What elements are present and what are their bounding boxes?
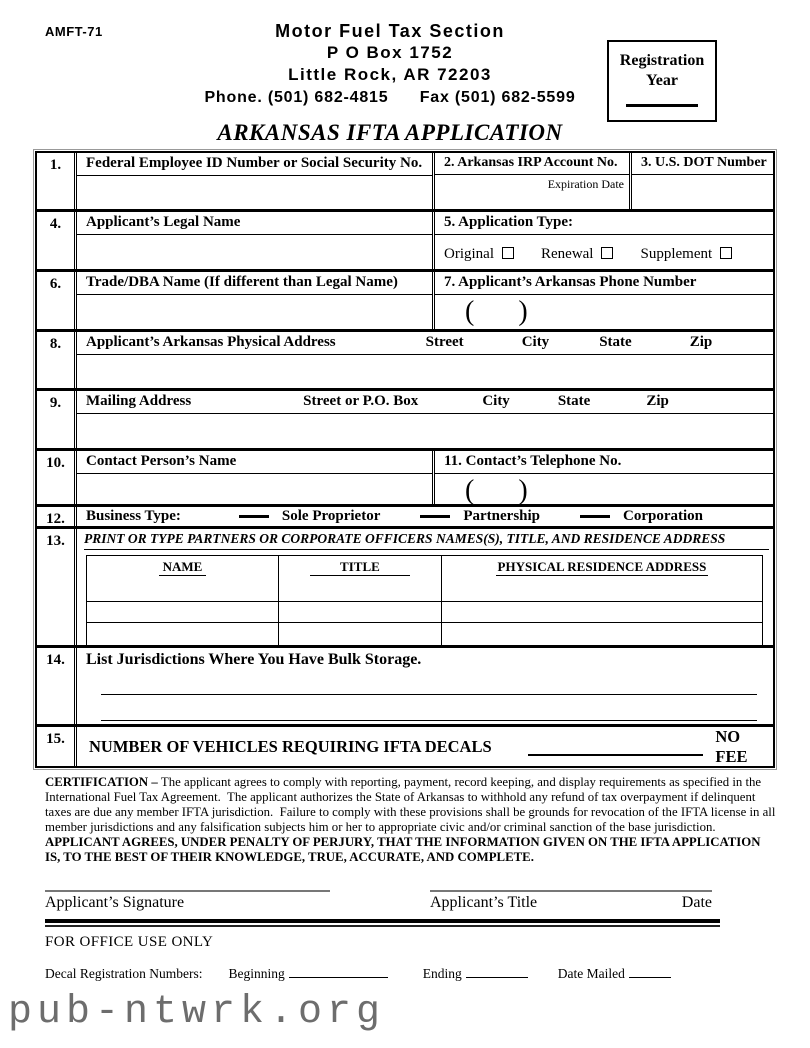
item-number-13: 13. bbox=[37, 529, 77, 645]
applicant-title-label: Applicant’s Title bbox=[430, 893, 538, 911]
paren-close: ) bbox=[518, 296, 528, 327]
ending-label: Ending bbox=[422, 965, 462, 981]
row-federal-id bbox=[37, 153, 773, 209]
option-corporation[interactable] bbox=[580, 508, 703, 525]
row-contact-person bbox=[37, 448, 773, 504]
decal-registration-row bbox=[45, 964, 765, 982]
business-type-options bbox=[77, 507, 773, 526]
applicant-title-date-line[interactable] bbox=[430, 890, 712, 892]
zip-column-label: Zip bbox=[689, 334, 713, 350]
officer-title-field[interactable] bbox=[278, 602, 441, 623]
officers-title-header-cell bbox=[278, 556, 441, 602]
certification-heading: CERTIFICATION – bbox=[45, 775, 161, 789]
option-partnership[interactable] bbox=[420, 508, 540, 525]
option-supplement-label: Supplement bbox=[640, 246, 713, 262]
item-number-15: 15. bbox=[37, 727, 77, 766]
registration-year-blank[interactable] bbox=[626, 104, 698, 107]
option-renewal bbox=[541, 246, 613, 263]
corporation-label: Corporation bbox=[623, 508, 704, 524]
checkbox-renewal[interactable] bbox=[601, 247, 613, 259]
sole-proprietor-label: Sole Proprietor bbox=[281, 508, 381, 524]
irp-account-label: 2. Arkansas IRP Account No. bbox=[435, 153, 629, 175]
form-number: AMFT-71 bbox=[45, 24, 103, 39]
officers-address-header-cell bbox=[441, 556, 762, 602]
ending-field[interactable] bbox=[466, 964, 528, 978]
paren-open: ( bbox=[465, 475, 475, 506]
page-title: ARKANSAS IFTA APPLICATION bbox=[217, 120, 563, 145]
officer-title-field[interactable] bbox=[278, 623, 441, 647]
legal-name-field[interactable] bbox=[77, 235, 432, 269]
trade-name-field[interactable] bbox=[77, 295, 432, 329]
section-divider-rule bbox=[45, 919, 720, 927]
legal-name-label: Applicant’s Legal Name bbox=[77, 212, 432, 235]
applicant-signature-line[interactable] bbox=[45, 890, 330, 892]
agency-city-state: Little Rock, AR 72203 bbox=[288, 65, 492, 84]
bulk-storage-label: List Jurisdictions Where You Have Bulk Storage. bbox=[86, 651, 422, 668]
expiration-date-label: Expiration Date bbox=[547, 177, 624, 191]
paren-close: ) bbox=[518, 475, 528, 506]
physical-address-field[interactable] bbox=[77, 355, 773, 388]
arkansas-phone-label: 7. Applicant’s Arkansas Phone Number bbox=[435, 272, 773, 295]
state-column-label: State bbox=[599, 334, 632, 350]
row-business-type bbox=[37, 504, 773, 526]
officers-table bbox=[86, 555, 763, 647]
agency-fax: Fax (501) 682-5599 bbox=[419, 89, 576, 106]
application-type-label: 5. Application Type: bbox=[435, 212, 773, 235]
officers-row-2 bbox=[87, 623, 763, 647]
item-number-1: 1. bbox=[37, 153, 77, 209]
date-label: Date bbox=[681, 893, 712, 911]
item-number-4: 4. bbox=[37, 212, 77, 269]
business-type-label: Business Type: bbox=[86, 508, 181, 524]
page-header bbox=[0, 0, 810, 120]
mailing-address-field[interactable] bbox=[77, 414, 773, 448]
city-column-label: City bbox=[521, 334, 550, 350]
row-mailing-address bbox=[37, 388, 773, 448]
federal-id-label: Federal Employee ID Number or Social Security No. bbox=[77, 153, 432, 176]
officers-row-1 bbox=[87, 602, 763, 623]
bulk-storage-line-2[interactable] bbox=[101, 695, 757, 721]
office-use-section bbox=[45, 934, 765, 982]
usdot-number-field[interactable] bbox=[632, 175, 773, 209]
name-column-header: NAME bbox=[159, 559, 207, 576]
bulk-storage-line-1[interactable] bbox=[101, 669, 757, 695]
vehicle-count-label: NUMBER OF VEHICLES REQUIRING IFTA DECALS bbox=[89, 736, 492, 756]
row-physical-address bbox=[37, 329, 773, 388]
row-trade-name bbox=[37, 269, 773, 329]
application-type-options bbox=[435, 246, 773, 269]
row-bulk-storage bbox=[37, 645, 773, 724]
officers-name-header-cell bbox=[87, 556, 279, 602]
option-sole-proprietor[interactable] bbox=[239, 508, 380, 525]
row-officers bbox=[37, 526, 773, 645]
signature-section bbox=[45, 890, 775, 912]
contact-phone-field[interactable] bbox=[435, 474, 773, 506]
application-form-table bbox=[35, 151, 775, 768]
officer-name-field[interactable] bbox=[87, 623, 279, 647]
option-renewal-label: Renewal bbox=[541, 246, 594, 262]
mailing-address-label: Mailing Address bbox=[86, 393, 192, 409]
item-number-10: 10. bbox=[37, 451, 77, 504]
state-column-label: State bbox=[557, 393, 591, 409]
title-column-header: TITLE bbox=[310, 559, 410, 576]
vehicle-count-field[interactable] bbox=[528, 738, 704, 756]
street-column-label: Street bbox=[425, 334, 464, 350]
row-vehicle-count bbox=[37, 724, 773, 766]
partnership-label: Partnership bbox=[463, 508, 541, 524]
usdot-number-label: 3. U.S. DOT Number bbox=[632, 153, 773, 175]
item-number-12: 12. bbox=[37, 507, 77, 526]
dash-marker bbox=[239, 515, 269, 518]
option-original bbox=[444, 246, 514, 263]
contact-phone-label: 11. Contact’s Telephone No. bbox=[435, 451, 773, 474]
registration-year-box bbox=[607, 40, 717, 122]
option-supplement bbox=[640, 246, 732, 263]
checkbox-original[interactable] bbox=[502, 247, 514, 259]
certification-emphasis: APPLICANT AGREES, UNDER PENALTY OF PERJURY, THAT THE INFORMATION GIVEN ON THE IFTA APPLICATION IS, TO THE BEST OF THEIR KNOWLEDGE, TRUE, ACCURATE, AND COMPLETE. bbox=[45, 835, 761, 865]
registration-year-label-2: Year bbox=[646, 72, 678, 89]
agency-name: Motor Fuel Tax Section bbox=[275, 21, 505, 41]
certification-section bbox=[45, 775, 778, 866]
zip-column-label: Zip bbox=[646, 393, 669, 409]
watermark-text: pub-ntwrk.org bbox=[8, 990, 386, 1035]
officers-instruction: PRINT OR TYPE PARTNERS OR CORPORATE OFFICERS NAMES(S), TITLE, AND RESIDENCE ADDRESS bbox=[84, 531, 769, 550]
city-column-label: City bbox=[482, 393, 510, 409]
certification-body: The applicant agrees to comply with reporting, payment, record keeping, and display requirements as specified in the International Fuel Tax Agreement. The applicant authorizes the State of Arkansas to withhold any refund of tax overpayment if delinquent taxes are due any member IFTA jurisdiction. Failure to comply with these provisions shall be grounds for revocation of the IFTA license in all member jurisdictions and any falsification subjects him or her to appropriate civic and/or criminal sanction of the base jurisdiction. bbox=[45, 775, 779, 835]
federal-id-field[interactable] bbox=[77, 176, 432, 209]
item-number-14: 14. bbox=[37, 648, 77, 724]
date-mailed-label: Date Mailed bbox=[557, 965, 625, 981]
trade-name-label: Trade/DBA Name (If different than Legal Name) bbox=[77, 272, 432, 295]
mailing-address-header bbox=[77, 391, 773, 414]
beginning-label: Beginning bbox=[228, 965, 285, 981]
beginning-field[interactable] bbox=[289, 964, 388, 978]
item-number-6: 6. bbox=[37, 272, 77, 329]
date-mailed-field[interactable] bbox=[629, 964, 671, 978]
agency-po-box: P O Box 1752 bbox=[326, 43, 454, 62]
physical-address-header bbox=[77, 332, 773, 355]
irp-account-field[interactable] bbox=[435, 192, 629, 209]
dash-marker bbox=[420, 515, 450, 518]
dash-marker bbox=[580, 515, 610, 518]
row-legal-name bbox=[37, 209, 773, 269]
applicant-signature-label: Applicant’s Signature bbox=[45, 893, 185, 911]
physical-address-label: Applicant’s Arkansas Physical Address bbox=[86, 334, 336, 350]
item-number-8: 8. bbox=[37, 332, 77, 388]
contact-name-field[interactable] bbox=[77, 474, 432, 504]
address-column-header: PHYSICAL RESIDENCE ADDRESS bbox=[497, 559, 707, 574]
officer-name-field[interactable] bbox=[87, 602, 279, 623]
registration-year-label-1: Registration bbox=[619, 52, 705, 69]
paren-open: ( bbox=[465, 296, 475, 327]
officer-address-field[interactable] bbox=[441, 623, 762, 647]
no-fee-label: NO FEE bbox=[715, 726, 748, 766]
office-use-heading: FOR OFFICE USE ONLY bbox=[45, 933, 214, 950]
agency-phone: Phone. (501) 682-4815 bbox=[204, 89, 389, 106]
street-pobox-column-label: Street or P.O. Box bbox=[303, 393, 419, 409]
decal-numbers-label: Decal Registration Numbers: bbox=[45, 965, 203, 981]
option-original-label: Original bbox=[444, 246, 494, 262]
arkansas-phone-field[interactable] bbox=[435, 295, 773, 327]
item-number-9: 9. bbox=[37, 391, 77, 448]
officer-address-field[interactable] bbox=[441, 602, 762, 623]
checkbox-supplement[interactable] bbox=[720, 247, 732, 259]
contact-name-label: Contact Person’s Name bbox=[77, 451, 432, 474]
